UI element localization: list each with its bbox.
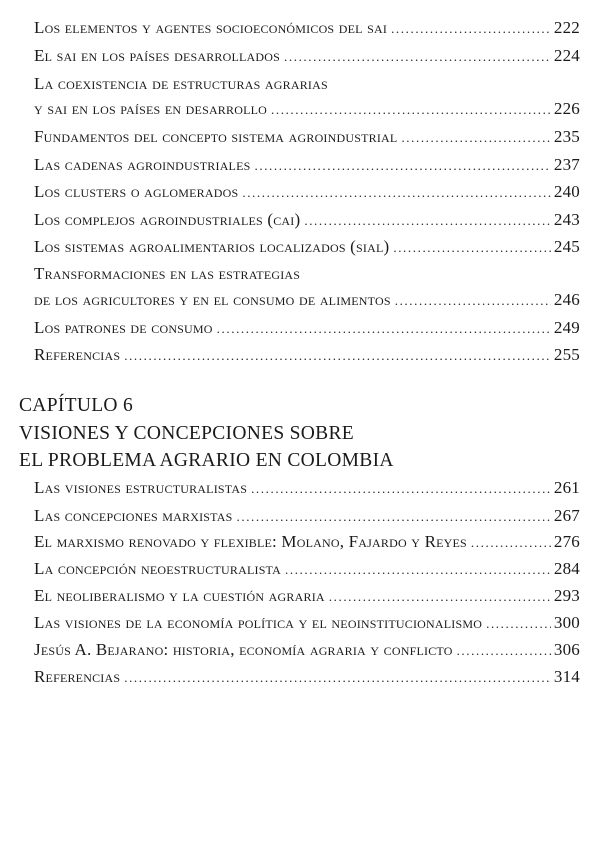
toc-entry (34, 264, 580, 288)
toc-entry (34, 99, 580, 123)
toc-entry-page: 235 (553, 127, 580, 146)
toc-leader-dots (393, 240, 551, 256)
toc-entry-page: 222 (553, 18, 580, 37)
toc-entry-title: y sai en los países en desarrollo (34, 99, 268, 118)
toc-leader-dots (251, 481, 551, 497)
toc-leader-dots (271, 102, 551, 118)
toc-entry (34, 155, 580, 179)
toc-leader-dots (237, 509, 551, 525)
toc-leader-dots (217, 321, 551, 337)
toc-leader-dots (471, 535, 551, 551)
toc-entry (34, 532, 580, 556)
toc-entry-page: 224 (553, 46, 580, 65)
toc-entry (34, 640, 580, 664)
toc-entry-title: La coexistencia de estructuras agrarias (34, 74, 328, 93)
toc-entry-page: 246 (553, 290, 580, 309)
toc-entry (34, 290, 580, 314)
toc-entry-page: 276 (553, 532, 580, 551)
toc-entry-title: Las visiones de la economía política y el neoinstitucionalismo (34, 613, 483, 632)
toc-entry-title: El neoliberalismo y la cuestión agraria (34, 586, 325, 605)
toc-leader-dots (304, 213, 551, 229)
toc-entry (34, 506, 580, 530)
toc-entry-title: Los complejos agroindustriales (cai) (34, 210, 301, 229)
toc-entry (34, 345, 580, 369)
toc-entry (34, 74, 580, 98)
toc-entry-page: 237 (553, 155, 580, 174)
toc-entry-page: 243 (553, 210, 580, 229)
toc-entry-page: 300 (553, 613, 580, 632)
toc-entry (34, 18, 580, 42)
toc-entry-title: Las cadenas agroindustriales (34, 155, 251, 174)
toc-leader-dots (255, 158, 551, 174)
toc-entry (34, 613, 580, 637)
toc-entry (34, 667, 580, 691)
toc-entry-page: 249 (553, 318, 580, 337)
toc-entry-page: 245 (553, 237, 580, 256)
toc-entry-title: La concepción neoestructuralista (34, 559, 281, 578)
toc-entry-title: Fundamentos del concepto sistema agroindustrial (34, 127, 398, 146)
toc-entry (34, 478, 580, 502)
toc-entry-title: Referencias (34, 345, 121, 364)
toc-entry-title: Los clusters o aglomerados (34, 182, 239, 201)
toc-leader-dots (329, 589, 551, 605)
toc-entry-title: Referencias (34, 667, 121, 686)
toc-entry-page: 293 (553, 586, 580, 605)
toc-leader-dots (401, 130, 550, 146)
toc-entry-title: El marxismo renovado y flexible: Molano, Fajardo y Reyes (34, 532, 467, 551)
toc-entry-page: 284 (553, 559, 580, 578)
toc-entry-page: 226 (553, 99, 580, 118)
toc-entry (34, 127, 580, 151)
chapter-title-line1: VISIONES Y CONCEPCIONES SOBRE (19, 423, 355, 444)
toc-entry (34, 182, 580, 206)
toc-entry-title: Los elementos y agentes socioeconómicos del sai (34, 18, 388, 37)
toc-entry-page: 261 (553, 478, 580, 497)
toc-entry (34, 559, 580, 583)
chapter-label: CAPÍTULO 6 (19, 395, 134, 416)
toc-entry-title: Las concepciones marxistas (34, 506, 233, 525)
toc-entry-title: El sai en los países desarrollados (34, 46, 281, 65)
toc-entry (34, 318, 580, 342)
toc-leader-dots (285, 562, 551, 578)
toc-entry-title: Jesús A. Bejarano: historia, economía agraria y conflicto (34, 640, 453, 659)
toc-entry-page: 267 (553, 506, 580, 525)
toc-leader-dots (395, 293, 551, 309)
toc-entry (34, 237, 580, 261)
toc-entry (34, 46, 580, 70)
toc-leader-dots (242, 185, 551, 201)
toc-leader-dots (124, 670, 551, 686)
toc-leader-dots (124, 348, 551, 364)
toc-leader-dots (391, 21, 551, 37)
toc-entry-title: Los sistemas agroalimentarios localizados (sial) (34, 237, 390, 256)
toc-leader-dots (457, 643, 551, 659)
toc-entry-page: 255 (553, 345, 580, 364)
toc-entry-title: de los agricultores y en el consumo de alimentos (34, 290, 391, 309)
toc-entry-page: 306 (553, 640, 580, 659)
toc-entry-title: Los patrones de consumo (34, 318, 213, 337)
toc-entry-page: 240 (553, 182, 580, 201)
toc-entry-page: 314 (553, 667, 580, 686)
toc-entry (34, 586, 580, 610)
toc-leader-dots (486, 616, 551, 632)
toc-leader-dots (284, 49, 551, 65)
toc-entry-title: Transformaciones en las estrategias (34, 264, 301, 283)
chapter-title-line2: EL PROBLEMA AGRARIO EN COLOMBIA (19, 450, 394, 471)
toc-entry-title: Las visiones estructuralistas (34, 478, 248, 497)
toc-entry (34, 210, 580, 234)
